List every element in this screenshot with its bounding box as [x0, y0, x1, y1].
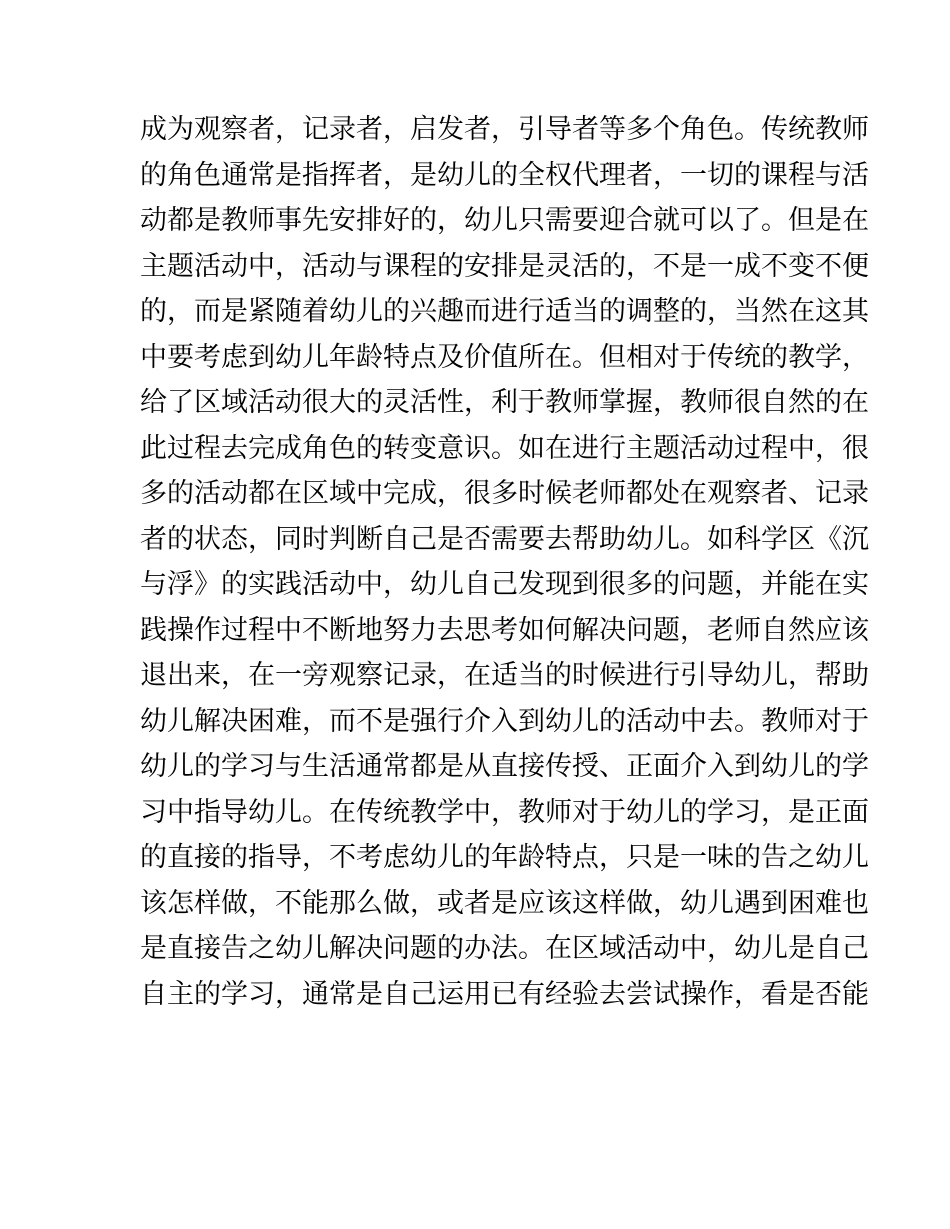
text-line: 的直接的指导，不考虑幼儿的年龄特点，只是一味的告之幼儿 — [140, 842, 869, 873]
text-line: 成为观察者，记录者，启发者，引导者等多个角色。传统教师 — [140, 114, 869, 145]
text-line: 此过程去完成角色的转变意识。如在进行主题活动过程中，很 — [140, 432, 869, 464]
text-line: 自主的学习，通常是自己运用已有经验去尝试操作，看是否能 — [140, 978, 869, 1010]
text-line: 给了区域活动很大的灵活性，利于教师掌握，教师很自然的在 — [140, 387, 869, 418]
text-line: 的，而是紧随着幼儿的兴趣而进行适当的调整的，当然在这其 — [140, 296, 869, 327]
text-line: 多的活动都在区域中完成，很多时候老师都处在观察者、记录 — [140, 478, 869, 509]
text-line: 与浮》的实践活动中，幼儿自己发现到很多的问题，并能在实 — [140, 569, 869, 600]
text-line: 退出来，在一旁观察记录，在适当的时候进行引导幼儿，帮助 — [140, 660, 869, 691]
text-line: 幼儿解决困难，而不是强行介入到幼儿的活动中去。教师对于 — [140, 705, 869, 737]
text-line: 习中指导幼儿。在传统教学中，教师对于幼儿的学习，是正面 — [140, 796, 869, 828]
text-line: 中要考虑到幼儿年龄特点及价值所在。但相对于传统的教学， — [140, 341, 869, 373]
text-line: 该怎样做，不能那么做，或者是应该这样做，幼儿遇到困难也 — [140, 887, 869, 919]
text-line: 是直接告之幼儿解决问题的办法。在区域活动中，幼儿是自己 — [140, 933, 869, 964]
text-line: 的角色通常是指挥者，是幼儿的全权代理者，一切的课程与活 — [140, 159, 869, 191]
text-line: 者的状态，同时判断自己是否需要去帮助幼儿。如科学区《沉 — [140, 523, 869, 555]
text-line: 幼儿的学习与生活通常都是从直接传授、正面介入到幼儿的学 — [140, 751, 869, 782]
body-text — [140, 107, 869, 1017]
text-line: 践操作过程中不断地努力去思考如何解决问题，老师自然应该 — [140, 614, 869, 646]
text-line: 动都是教师事先安排好的，幼儿只需要迎合就可以了。但是在 — [140, 205, 869, 236]
text-line: 主题活动中，活动与课程的安排是灵活的，不是一成不变不便 — [140, 250, 869, 282]
